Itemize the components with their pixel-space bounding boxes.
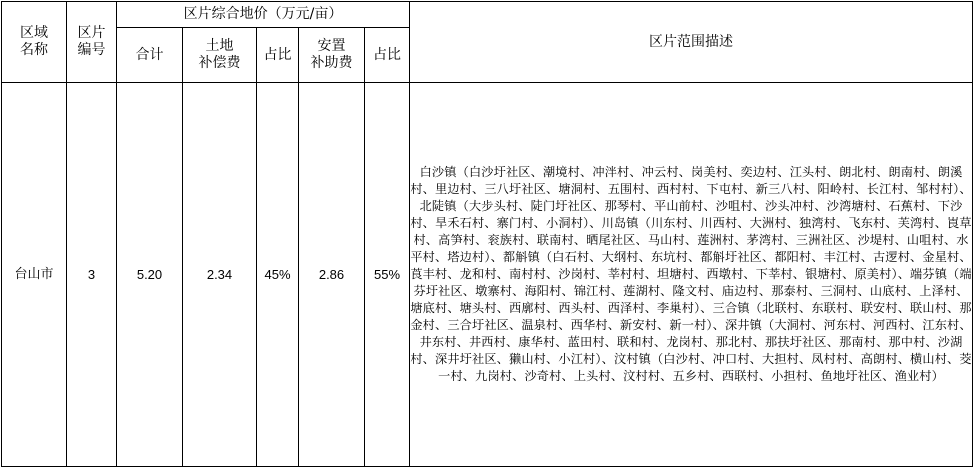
header-resettlement-subsidy bbox=[299, 28, 365, 83]
table-row bbox=[2, 83, 973, 467]
header-price-group: 区片综合地价（万元/亩） bbox=[117, 2, 410, 28]
header-land-compensation bbox=[183, 28, 257, 83]
header-zone-number-text: 区片 编号 bbox=[77, 25, 106, 58]
cell-zone-number: 3 bbox=[67, 83, 117, 467]
header-share-2: 占比 bbox=[365, 28, 410, 83]
header-share-1: 占比 bbox=[257, 28, 299, 83]
cell-resettlement-subsidy: 2.86 bbox=[299, 83, 365, 467]
cell-district-name: 台山市 bbox=[2, 83, 67, 467]
cell-total: 5.20 bbox=[117, 83, 183, 467]
header-district-name bbox=[2, 2, 67, 83]
header-resettlement-subsidy-text: 安置 补助费 bbox=[310, 38, 353, 71]
header-district-name-text: 区域 名称 bbox=[20, 25, 48, 58]
cell-share-1: 45% bbox=[257, 83, 299, 467]
header-total: 合计 bbox=[117, 28, 183, 83]
land-price-table bbox=[1, 1, 973, 467]
header-land-compensation-text: 土地 补偿费 bbox=[198, 38, 241, 71]
cell-scope-description: 白沙镇（白沙圩社区、潮境村、冲泮村、冲云村、岗美村、奕边村、江头村、朗北村、朗南村、朗溪村、里边村、三八圩社区、塘洞村、五围村、西村村、下屯村、新三八村、阳岭村、长江村、邹村村）、北陡镇（大步头村、陡门圩社区、那琴村、平山前村、沙咀村、沙头冲村、沙湾塘村、石蕉村、下沙村、旱禾石村、寨门村、小洞村）、川岛镇（川东村、川西村、大洲村、独湾村、飞东村、芙湾村、崀草村、高笋村、衮族村、联南村、晒尾社区、马山村、莲洲村、茅湾村、三洲社区、沙堤村、山咀村、水平村、塔边村）、都斛镇（白石村、大纲村、东坑村、都斛圩社区、都阳村、丰江村、古逻村、金星村、莨丰村、龙和村、南村村、沙岗村、莘村村、坦塘村、西墩村、下莘村、银塘村、原美村）、端芬镇（端芬圩社区、墩寨村、海阳村、锦江村、莲湖村、隆文村、庙边村、那泰村、三洞村、山底村、上泽村、塘底村、塘头村、西廓村、西头村、西泽村、李巢村）、三合镇（北联村、东联村、联安村、联山村、那金村、三合圩社区、温泉村、西华村、新安村、新一村）、深井镇（大洞村、河东村、河西村、江东村、井东村、井西村、康华村、蓝田村、联和村、龙岗村、那北村、那扶圩社区、那南村、那中村、沙湖村、深井圩社区、獭山村、小江村）、汶村镇（白沙村、冲口村、大担村、凤村村、高朗村、横山村、茭一村、九岗村、沙奇村、上头村、汶村村、五乡村、西联村、小担村、鱼地圩社区、渔业村） bbox=[410, 83, 973, 467]
cell-share-2: 55% bbox=[365, 83, 410, 467]
cell-land-compensation: 2.34 bbox=[183, 83, 257, 467]
header-scope-description: 区片范围描述 bbox=[410, 2, 973, 83]
header-zone-number bbox=[67, 2, 117, 83]
